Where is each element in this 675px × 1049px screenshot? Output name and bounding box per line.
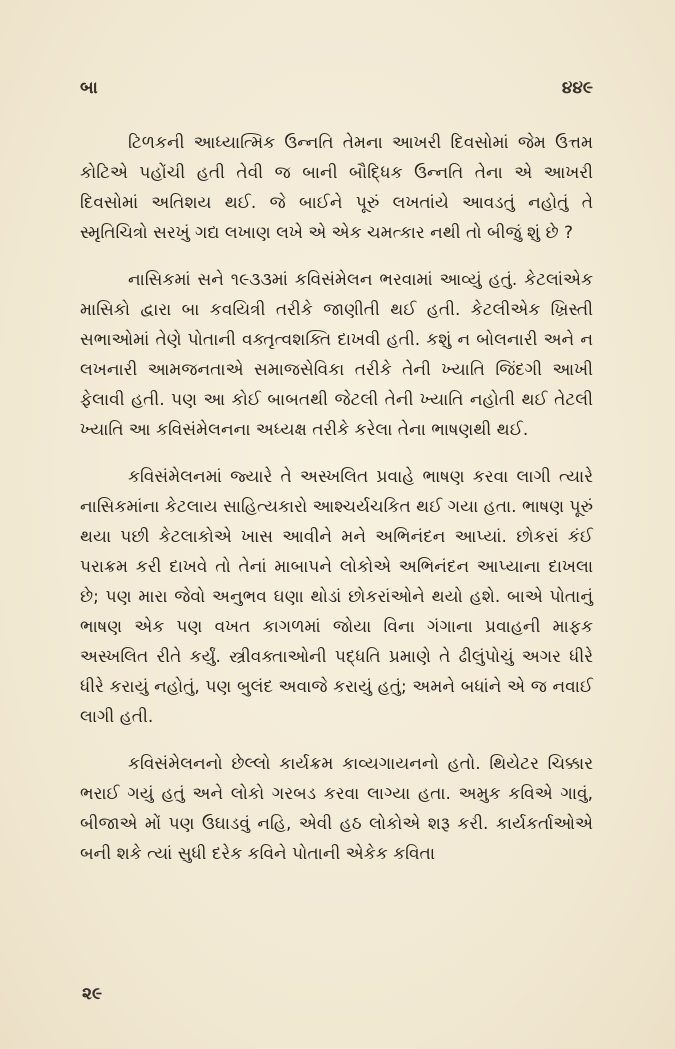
paragraph-4: કવિસંમેલનનો છેલ્લો કાર્યક્રમ કાવ્યગાયનનો હતો. થિયેટર ચિક્કાર ભરાઈ ગયું હતું અને લોકો ગરબડ કરવા લાગ્યા હતા. અમુક કવિએ ગાવું, બીજાએ મોં પણ ઉઘાડવું નહિ, એવી હઠ લોકોએ શરૂ કરી. કાર્યકર્તાઓએ બની શકે ત્યાં સુધી દરેક કવિને પોતાની એકેક કવિતા: [80, 754, 593, 864]
running-title: બા: [80, 78, 98, 98]
body-text: [80, 128, 593, 869]
page-number: ૪૪૯: [561, 78, 593, 98]
paragraph-3: કવિસંમેલનમાં જ્યારે તે અસ્ખલિત પ્રવાહે ભાષણ કરવા લાગી ત્યારે નાસિકમાંના કેટલાય સાહિત્યકારો આશ્ચર્યચકિત થઈ ગયા હતા. ભાષણ પૂરું થયા પછી કેટલાકોએ ખાસ આવીને મને અભિનંદન આપ્યાં. છોકરાં કંઈ પરાક્રમ કરી દાખવે તો તેનાં માબાપને લોકોએ અભિનંદન આપ્યાના દાખલા છે; પણ મારા જેવો અનુભવ ઘણા થોડાં છોકરાંઓને થયો હશે. બાએ પોતાનું ભાષણ એક પણ વખત કાગળમાં જોયા વિના ગંગાના પ્રવાહની માફક અસ્ખલિત રીતે કર્યું. સ્ત્રીવક્તાઓની પદ્ધતિ પ્રમાણે તે ઢીલુંપોચું અગર ધીરે ધીરે કરાયું નહોતું, પણ બુલંદ અવાજે કરાયું હતું; અમને બધાંને એ જ નવાઈ લાગી હતી.: [80, 467, 593, 727]
paragraph-1: ટિળકની આધ્યાત્મિક ઉન્નતિ તેમના આખરી દિવસોમાં જેમ ઉત્તમ કોટિએ પહોંચી હતી તેવી જ બાની બૌદ્ધિક ઉન્નતિ તેના એ આખરી દિવસોમાં અતિશય થઈ. જે બાઈને પૂરું લખતાંયે આવડતું નહોતું તે સ્મૃતિચિત્રો સરખું ગદ્ય લખાણ લખે એ એક ચમત્કાર નથી તો બીજું શું છે ?: [80, 133, 593, 243]
signature-mark: ૨૯: [82, 984, 103, 1004]
paragraph-2: નાસિકમાં સને ૧૯૩૩માં કવિસંમેલન ભરવામાં આવ્યું હતું. કેટલાંએક માસિકો દ્વારા બા કવયિત્રી તરીકે જાણીતી થઈ હતી. કેટલીએક ખ્રિસ્તી સભાઓમાં તેણે પોતાની વક્તૃત્વશક્તિ દાખવી હતી. કશું ન બોલનારી અને ન લખનારી આમજનતાએ સમાજસેવિકા તરીકે તેની ખ્યાતિ જિંદગી આખી ફેલાવી હતી. પણ આ કોઈ બાબતથી જેટલી તેની ખ્યાતિ નહોતી થઈ તેટલી ખ્યાતિ આ કવિસંમેલનના અધ્યક્ષ તરીકે કરેલા તેના ભાષણથી થઈ.: [80, 270, 593, 440]
running-head: [80, 76, 593, 100]
